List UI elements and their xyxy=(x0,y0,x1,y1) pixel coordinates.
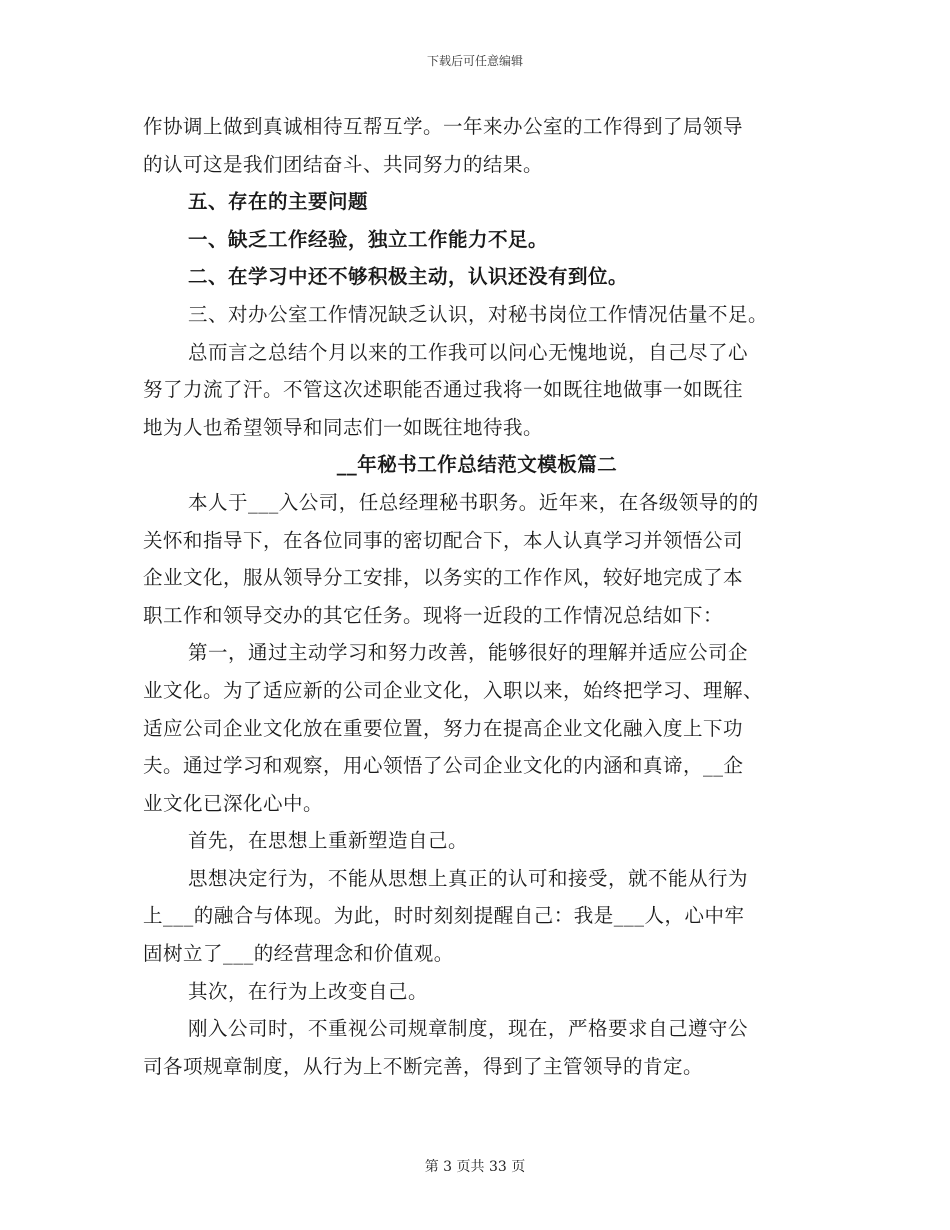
text-line: 其次，在行为上改变自己。 xyxy=(188,979,429,1003)
text-line: 地为人也希望领导和同志们一如既往地待我。 xyxy=(143,415,544,439)
text-line: 关怀和指导下，在各位同事的密切配合下，本人认真学习并领悟公司 xyxy=(143,528,744,552)
problem-item: 一、缺乏工作经验，独立工作能力不足。 xyxy=(188,227,549,251)
text-line: 首先，在思想上重新塑造自己。 xyxy=(188,829,469,853)
page-footer: 第 3 页共 33 页 xyxy=(424,1159,526,1175)
text-line: 固树立了___的经营理念和价值观。 xyxy=(143,942,454,966)
page-header: 下载后可任意编辑 xyxy=(426,54,523,68)
text-line: 的认可这是我们团结奋斗、共同努力的结果。 xyxy=(143,152,544,176)
text-line: 努了力流了汗。不管这次述职能否通过我将一如既往地做事一如既往 xyxy=(143,378,744,402)
problem-item: 二、在学习中还不够积极主动，认识还没有到位。 xyxy=(188,265,629,289)
text-line: 刚入公司时，不重视公司规章制度，现在，严格要求自己遵守公 xyxy=(188,1017,749,1041)
text-line: 业文化。为了适应新的公司企业文化，入职以来，始终把学习、理解、 xyxy=(143,678,764,702)
text-line: 职工作和领导交办的其它任务。现将一近段的工作情况总结如下： xyxy=(143,603,724,627)
text-line: 适应公司企业文化放在重要位置，努力在提高企业文化融入度上下功 xyxy=(143,716,744,740)
text-line: 第一，通过主动学习和努力改善，能够很好的理解并适应公司企 xyxy=(188,641,749,665)
problem-item: 三、对办公室工作情况缺乏认识，对秘书岗位工作情况估量不足。 xyxy=(188,302,769,326)
text-line: 本人于___入公司，任总经理秘书职务。近年来，在各级领导的的 xyxy=(188,490,759,514)
text-line: 司各项规章制度，从行为上不断完善，得到了主管领导的肯定。 xyxy=(143,1054,704,1078)
text-line: 总而言之总结个月以来的工作我可以问心无愧地说，自己尽了心 xyxy=(188,340,749,364)
document-body xyxy=(143,108,811,1085)
text-line: 作协调上做到真诚相待互帮互学。一年来办公室的工作得到了局领导 xyxy=(143,115,744,138)
text-line: 夫。通过学习和观察，用心领悟了公司企业文化的内涵和真谛，__企 xyxy=(143,754,744,778)
text-line: 企业文化，服从领导分工安排，以务实的工作作风，较好地完成了本 xyxy=(143,566,744,590)
text-line: 上___的融合与体现。为此，时时刻刻提醒自己：我是___人，心中牢 xyxy=(143,904,745,928)
section-heading: 五、存在的主要问题 xyxy=(188,190,369,214)
text-line: 业文化已深化心中。 xyxy=(143,791,324,815)
text-line: 思想决定行为，不能从思想上真正的认可和接受，就不能从行为 xyxy=(188,866,749,890)
article-title: __年秘书工作总结范文模板篇二 xyxy=(336,453,618,477)
